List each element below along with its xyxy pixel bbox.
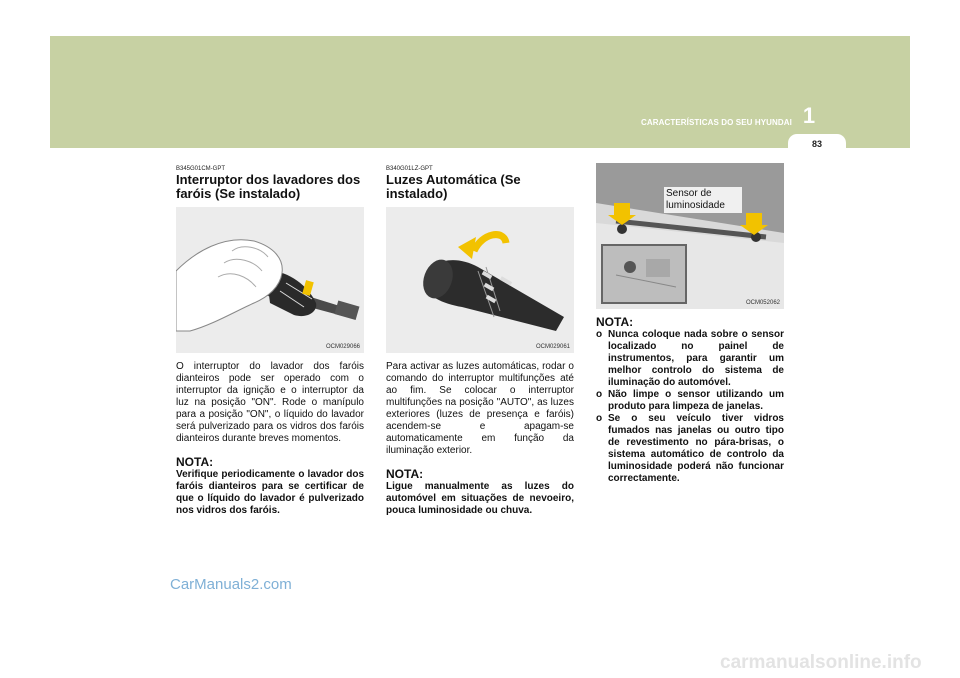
auto-light-switch-figure xyxy=(386,207,574,353)
washer-switch-figure xyxy=(176,207,364,353)
bullet-marker: o xyxy=(596,413,603,424)
bullet-text: Nunca coloque nada sobre o sensor localizado no painel de instrumentos, para garantir um melhor controlo do sistema de iluminação do automóvel. xyxy=(608,329,784,388)
multifunction-switch-illustration xyxy=(386,207,574,353)
bullet-text: Não limpe o sensor utilizando um produto para limpeza de janelas. xyxy=(608,389,784,412)
section-title: Luzes Automática (Se instalado) xyxy=(386,172,521,201)
bullet-marker: o xyxy=(596,389,603,400)
dashboard-sensor-illustration xyxy=(596,163,784,309)
section-title: Interruptor dos lavadores dos faróis (Se instalado) xyxy=(176,172,361,201)
watermark-link[interactable]: CarManuals2.com xyxy=(170,576,292,593)
section-code: B345G01CM-GPT xyxy=(176,166,226,172)
figure-code: OCM052062 xyxy=(745,300,780,306)
nota-label: NOTA: xyxy=(596,315,634,329)
section-headlamp-washer xyxy=(176,166,364,517)
hand-on-lever-illustration xyxy=(176,207,364,353)
body-text: Para activar as luzes automáticas, rodar o comando do interruptor multifunções até ao fim. Se colocar o interruptor multifunções na posição "AUTO", as luzes exteriores (luzes de presença e faróis) acendem-se e apagam-se automaticamente em função da iluminação exterior. xyxy=(386,361,574,456)
list-item xyxy=(596,389,784,413)
page-number: 83 xyxy=(811,139,822,149)
light-sensor-figure xyxy=(596,163,784,309)
nota-text: Ligue manualmente as luzes do automóvel em situações de nevoeiro, pouca luminosidade ou chuva. xyxy=(386,481,574,516)
section-auto-lights xyxy=(386,166,574,517)
bullet-text: Se o seu veículo tiver vidros fumados nas janelas ou outro tipo de revestimento no pára-brisas, o sistema automático de controlo da luminosidade poderá não funcionar correctamente. xyxy=(608,413,784,484)
figure-code: OCM029066 xyxy=(325,344,360,350)
nota-text: Verifique periodicamente o lavador dos faróis dianteiros para se certificar de que o líquido do lavador é pulverizado nos vidros dos faróis. xyxy=(176,469,364,516)
sensor-label: Sensor de luminosidade xyxy=(664,187,742,213)
bullet-marker: o xyxy=(596,329,603,340)
header-band xyxy=(50,36,910,148)
list-item xyxy=(596,413,784,485)
list-item xyxy=(596,329,784,389)
chapter-number: 1 xyxy=(802,103,816,128)
section-light-sensor xyxy=(596,163,784,485)
chapter-title: CARACTERÍSTICAS DO SEU HYUNDAI xyxy=(640,118,792,127)
watermark-text: carmanualsonline.info xyxy=(720,652,922,673)
section-code: B340G01LZ-GPT xyxy=(386,166,433,172)
figure-code: OCM029061 xyxy=(535,344,570,350)
body-text: O interruptor do lavador dos faróis dianteiros pode ser operado com o interruptor da ignição e o interruptor da luz na posição "ON". Rode o manípulo para a posição "ON", o líquido do lavador será pulverizado para os vidros dos faróis dianteiros durante breves momentos. xyxy=(176,361,364,444)
nota-label: NOTA: xyxy=(176,455,214,469)
nota-label: NOTA: xyxy=(386,467,424,481)
